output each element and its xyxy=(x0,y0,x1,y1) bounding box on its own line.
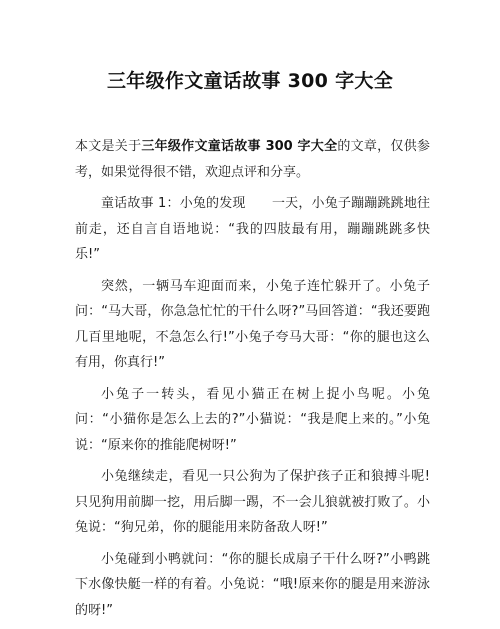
story-paragraph-1: 童话故事 1：小兔的发现 一天，小兔子蹦蹦跳跳地往前走，还自言自语地说：“我的四肢最有用，蹦蹦跳跳多快乐!” xyxy=(75,196,430,262)
story-paragraph-5: 小兔碰到小鸭就问：“你的腿长成扇子干什么呀?”小鸭跳下水像快艇一样的有着。小兔说：“哦!原来你的腿是用来游泳的呀!” xyxy=(75,551,430,618)
document-body xyxy=(75,134,430,629)
story-paragraph-4: 小兔继续走，看见一只公狗为了保护孩子正和狼搏斗呢!只见狗用前脚一挖，用后脚一踢，不一会儿狼就被打败了。小兔说：“狗兄弟，你的腿能用来防备敌人呀!” xyxy=(75,469,430,535)
intro-prefix: 本文是关于 xyxy=(75,139,142,154)
story-paragraph-2: 突然，一辆马车迎面而来，小兔子连忙躲开了。小兔子问：“马大哥，你急急忙忙的干什么呀?”马回答道：“我还要跑几百里地呢，不急怎么行!”小兔子夸马大哥：“你的腿也这么有用，你真行!” xyxy=(75,278,430,370)
intro-suffix: 的文章，仅供参考，如果觉得很不错，欢迎点评和分享。 xyxy=(75,139,430,180)
intro-paragraph xyxy=(75,134,430,185)
document-title: 三年级作文童话故事 300 字大全 xyxy=(107,70,393,92)
intro-bold-title: 三年级作文童话故事 300 字大全 xyxy=(141,139,338,154)
story-paragraph-3: 小兔子一转头，看见小猫正在树上捉小鸟呢。小兔问：“小猫你是怎么上去的?”小猫说：“我是爬上来的。”小兔说：“原来你的推能爬树呀!” xyxy=(75,386,430,453)
